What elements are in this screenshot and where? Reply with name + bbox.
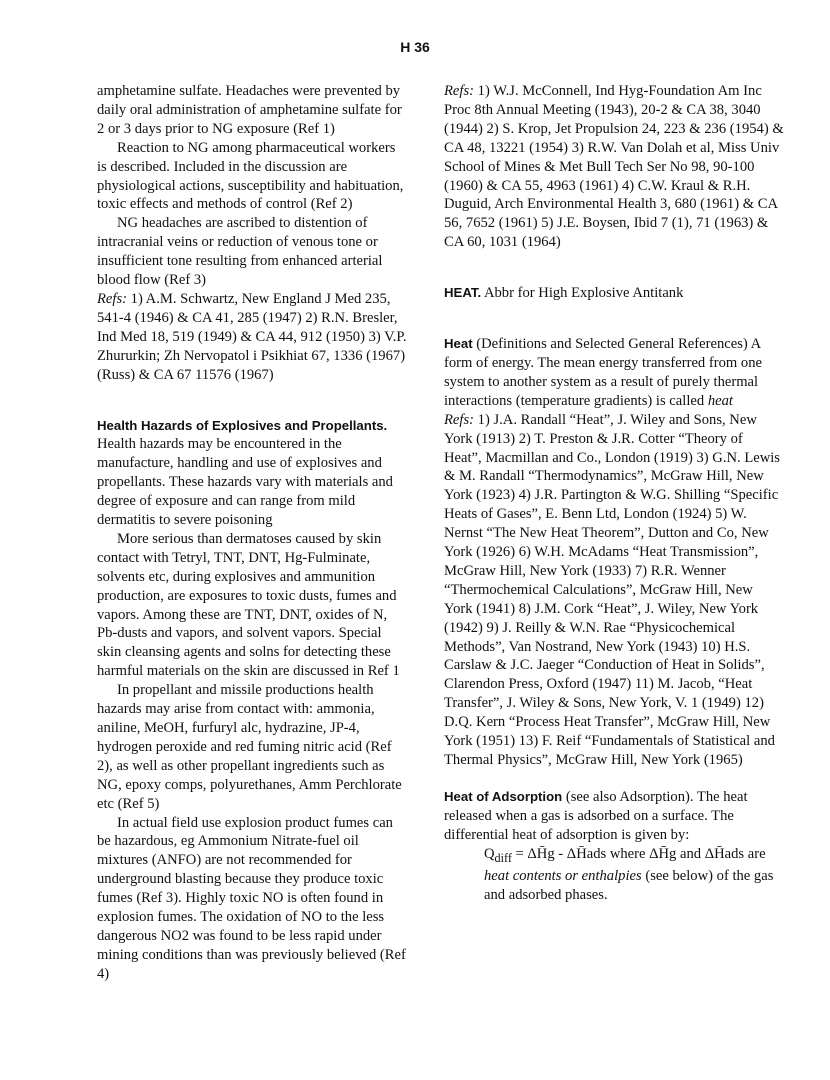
adsorption-equation [444,845,784,906]
heat-abbr-entry [444,284,784,303]
health-hazards-paragraph-2: More serious than dermatoses caused by skin contact with Tetryl, TNT, DNT, Hg-Fulminate, solvents etc, during explosives and ammunition production, are exposures to toxic dusts, fumes and vapors. Among these are TNT, DNT, oxides of N, Pb-dusts and vapors, and solvent vapors. Special skin cleansing agents and solns for detecting these harmful materials on the skin are discussed in Ref 1 [97,530,400,680]
left-column [97,82,407,984]
amphetamine-paragraph: amphetamine sulfate. Headaches were prevented by daily oral administration of amphetamine sulfate for 2 or 3 days prior to NG exposure (Ref 1) [97,83,402,137]
health-hazards-heading: Health Hazards of Explosives and Propellants. [97,417,388,433]
equation-tail: (see below) of the gas and adsorbed phases. [484,868,774,904]
health-hazards-paragraph-1: Health hazards may be encountered in the manufacture, handling and use of explosives and propellants. These hazards vary with materials and degree of exposure and can range from mild dermatitis to severe poisoning [97,436,393,529]
refs-label: Refs: [444,83,474,99]
heat-term: heat [707,392,733,409]
refs-paragraph [97,290,407,385]
refs-paragraph-heat [444,411,784,770]
equation-lhs-subscript: diff [494,850,512,865]
refs-text: 1) W.J. McConnell, Ind Hyg-Foundation Am Inc Proc 8th Annual Meeting (1943), 20-2 & CA 38, 3040 (1944) 2) S. Krop, Jet Propulsion 24, 223 & 236 (1954) & CA 48, 13221 (1954) 3) R.W. Van Dolah et al, Miss Univ School of Mines & Met Bull Tech Ser No 98, 90-100 (1960) & CA 55, 4963 (1961) 4) C.W. Kraul & R.H. Duguid, Arch Environmental Health 3, 680 (1961) & CA 56, 7652 (1961) 5) J.E. Boysen, Ibid 7 (1), 71 (1963) & CA 60, 1031 (1964) [444,83,784,251]
heat-definition-entry [444,335,784,411]
pharmaceutical-workers-paragraph: Reaction to NG among pharmaceutical workers is described. Included in the discussion are physiological actions, susceptibility and habituation, toxic effects and methods of control (Ref 2) [97,139,404,213]
refs-paragraph-hh [444,82,784,252]
ng-headaches-paragraph: NG headaches are ascribed to distention of intracranial veins or reduction of venous tone or insufficient tone resulting from enhanced arterial blood flow (Ref 3) [97,215,383,289]
equation-lhs: Q [484,845,495,862]
heat-of-adsorption-heading: Heat of Adsorption [444,788,563,804]
equation-terms: heat contents or enthalpies [484,868,642,885]
refs-label: Refs: [444,411,474,428]
refs-label: Refs: [97,290,127,307]
heat-of-adsorption-entry [444,788,784,845]
heat-abbr-text: Abbr for High Explosive Antitank [483,285,684,302]
health-hazards-paragraph-3: In propellant and missile productions health hazards may arise from contact with: ammonia, aniline, MeOH, furfuryl alc, hydrazine, JP-4, hydrogen peroxide and red fuming nitric acid (Ref 2), as well as other propellant ingredients such as NG, epoxy comps, polyurethanes, Amm Perchlorate etc (Ref 5) [97,682,402,812]
heat-of-adsorption-text: (see also Adsorption). The heat released when a gas is adsorbed on a surface. The differential heat of adsorption is given by: [444,788,748,843]
heat-abbr-heading: HEAT. [444,285,482,301]
heat-definition-text: (Definitions and Selected General References) A form of energy. The mean energy transferred from one system to another system as a result of purely thermal interactions (temperature gradients) is called [444,336,762,409]
refs-text: 1) J.A. Randall “Heat”, J. Wiley and Sons, New York (1913) 2) T. Preston & J.R. Cotter “Theory of Heat”, Macmillan and Co., London (1919) 3) G.N. Lewis & M. Randall “Thermodynamics”, McGraw Hill, New York (1923) 4) J.R. Partington & W.G. Shilling “Specific Heats of Gases”, E. Benn Ltd, London (1924) 5) W. Nernst “The New Heat Theorem”, Dutton and Co, New York (1926) 6) W.H. McAdams “Heat Transmission”, McGraw Hill, New York (1933) 7) R.R. Wenner “Thermochemical Calculations”, McGraw Hill, New York (1941) 8) J.M. Cork “Heat”, J. Wiley, New York (1942) 9) J. Reilly & W.N. Rae “Physicochemical Methods”, Van Nostrand, New York (1943) 10) H.S. Carslaw & J.C. Jaeger “Conduction of Heat in Solids”, Clarendon Press, Oxford (1947) 11) M. Jacob, “Heat Transfer”, J. Wiley & Sons, New York, V. 1 (1949) 12) D.Q. Kern “Process Heat Transfer”, McGraw Hill, New York (1951) 13) F. Reif “Fundamentals of Statistical and Thermal Physics”, McGraw Hill, New York (1965) [444,411,780,768]
heat-definition-heading: Heat [444,336,473,352]
refs-text: 1) A.M. Schwartz, New England J Med 235, 541-4 (1946) & CA 41, 285 (1947) 2) R.N. Bresler, Ind Med 18, 519 (1949) & CA 44, 912 (1950) 3) V.P. Zhururkin; Zh Nervopatol i Psikhiat 67, 1336 (1967) (Russ) & CA 67 11576 (1967) [97,290,407,383]
health-hazards-paragraph-4: In actual field use explosion product fumes can be hazardous, eg Ammonium Nitrate-fuel oil mixtures (ANFO) are not recommended for underground blasting because they produce toxic fumes (Ref 3). Highly toxic NO is often found in explosion fumes. The oxidation of NO to the less dangerous NO2 was found to be less rapid under mining conditions than was previously believed (Ref 4) [97,814,406,982]
page-number: H 36 [400,39,430,55]
right-column [444,82,784,905]
equation-mid: = ΔH̄g - ΔH̄ads where ΔH̄g and ΔH̄ads are [515,845,766,862]
